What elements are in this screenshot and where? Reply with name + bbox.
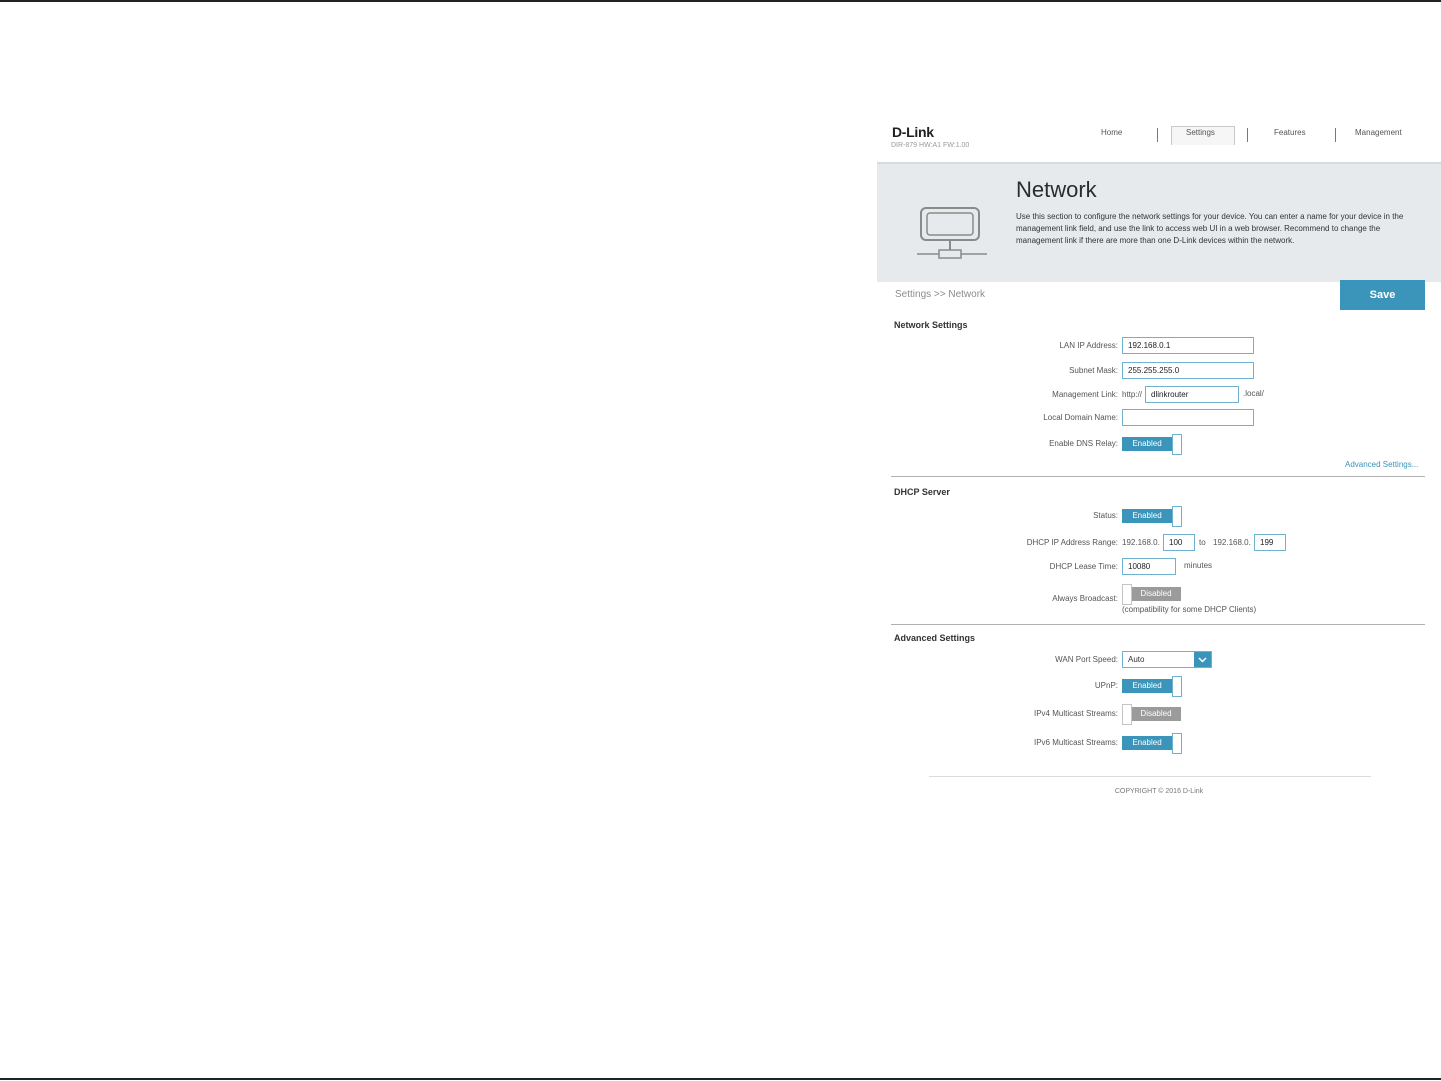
save-button[interactable]: Save xyxy=(1340,280,1425,310)
dhcp-range-end-prefix: 192.168.0. xyxy=(1213,538,1251,547)
management-link-suffix: .local/ xyxy=(1243,389,1264,398)
page-banner xyxy=(877,162,1441,282)
page-top-rule xyxy=(0,0,1441,2)
section-title-network-settings: Network Settings xyxy=(894,320,968,330)
local-domain-label: Local Domain Name: xyxy=(1043,413,1118,422)
copyright: COPYRIGHT © 2016 D-Link xyxy=(1114,788,1204,795)
dhcp-range-start-field[interactable]: 100 xyxy=(1163,534,1195,551)
toggle-knob xyxy=(1122,704,1132,725)
section-title-advanced-settings: Advanced Settings xyxy=(894,633,976,643)
dhcp-lease-label: DHCP Lease Time: xyxy=(1049,562,1118,571)
dns-relay-toggle[interactable] xyxy=(1122,434,1181,454)
upnp-label: UPnP: xyxy=(1094,681,1118,690)
nav-settings[interactable]: Settings xyxy=(1186,128,1215,137)
subnet-mask-label: Subnet Mask: xyxy=(1069,366,1118,375)
lan-ip-label: LAN IP Address: xyxy=(1059,341,1118,350)
nav-separator xyxy=(1247,128,1248,142)
toggle-knob xyxy=(1172,506,1182,527)
local-domain-field[interactable] xyxy=(1122,409,1254,426)
select-value: Auto xyxy=(1128,655,1145,664)
always-broadcast-label: Always Broadcast: xyxy=(1052,594,1118,603)
monitor-icon xyxy=(917,204,987,266)
ipv4-multicast-label: IPv4 Multicast Streams: xyxy=(1033,709,1118,718)
toggle-knob xyxy=(1122,584,1132,605)
firmware-info: DIR-879 HW:A1 FW:1.00 xyxy=(891,142,970,149)
lan-ip-field[interactable]: 192.168.0.1 xyxy=(1122,337,1254,354)
nav-management[interactable]: Management xyxy=(1355,128,1402,137)
toggle-state: Enabled xyxy=(1122,679,1172,693)
management-link-label: Management Link: xyxy=(1052,390,1118,399)
dhcp-lease-field[interactable]: 10080 xyxy=(1122,558,1176,575)
toggle-state: Disabled xyxy=(1131,587,1181,601)
advanced-settings-link[interactable]: Advanced Settings... xyxy=(1345,460,1419,469)
page-title: Network xyxy=(1016,177,1097,202)
toggle-state: Enabled xyxy=(1122,437,1172,451)
management-link-field[interactable]: dlinkrouter xyxy=(1145,386,1239,403)
router-settings-page xyxy=(877,112,1441,812)
toggle-knob xyxy=(1172,733,1182,754)
always-broadcast-toggle[interactable] xyxy=(1122,584,1181,604)
broadcast-note: (compatibility for some DHCP Clients) xyxy=(1122,605,1257,614)
dhcp-status-toggle[interactable] xyxy=(1122,506,1181,526)
toggle-knob xyxy=(1172,676,1182,697)
wan-port-speed-label: WAN Port Speed: xyxy=(1055,655,1118,664)
management-link-prefix: http:// xyxy=(1122,390,1143,399)
chevron-down-icon xyxy=(1194,652,1211,667)
dns-relay-label: Enable DNS Relay: xyxy=(1049,439,1118,448)
dhcp-range-to: to xyxy=(1199,538,1206,547)
subnet-mask-field[interactable]: 255.255.255.0 xyxy=(1122,362,1254,379)
toggle-state: Enabled xyxy=(1122,736,1172,750)
nav-features[interactable]: Features xyxy=(1274,128,1306,137)
ipv6-multicast-label: IPv6 Multicast Streams: xyxy=(1033,738,1118,747)
ipv6-multicast-toggle[interactable] xyxy=(1122,733,1181,753)
section-divider xyxy=(891,624,1425,625)
section-divider xyxy=(891,476,1425,477)
page-bottom-rule xyxy=(0,1078,1441,1080)
page-description: Use this section to configure the network settings for your device. You can enter a name for your device in the management link field, and use the link to access web UI in a web browser. Recommend to change the management link if there are more than one D-Link devices within the network. xyxy=(1016,212,1404,245)
nav-home[interactable]: Home xyxy=(1101,128,1123,137)
dhcp-range-end-field[interactable]: 199 xyxy=(1254,534,1286,551)
section-title-dhcp-server: DHCP Server xyxy=(894,487,950,497)
breadcrumb: Settings >> Network xyxy=(895,289,986,300)
dhcp-range-label: DHCP IP Address Range: xyxy=(1026,538,1118,547)
toggle-state: Disabled xyxy=(1131,707,1181,721)
toggle-state: Enabled xyxy=(1122,509,1172,523)
dhcp-lease-unit: minutes xyxy=(1184,561,1213,570)
dhcp-status-label: Status: xyxy=(1093,511,1118,520)
upnp-toggle[interactable] xyxy=(1122,676,1181,696)
wan-port-speed-select[interactable] xyxy=(1122,651,1212,668)
footer-divider xyxy=(929,776,1371,777)
nav-separator xyxy=(1157,128,1158,142)
dlink-logo: D-Link xyxy=(892,124,934,140)
ipv4-multicast-toggle[interactable] xyxy=(1122,704,1181,724)
toggle-knob xyxy=(1172,434,1182,455)
nav-separator xyxy=(1335,128,1336,142)
dhcp-range-start-prefix: 192.168.0. xyxy=(1122,538,1160,547)
